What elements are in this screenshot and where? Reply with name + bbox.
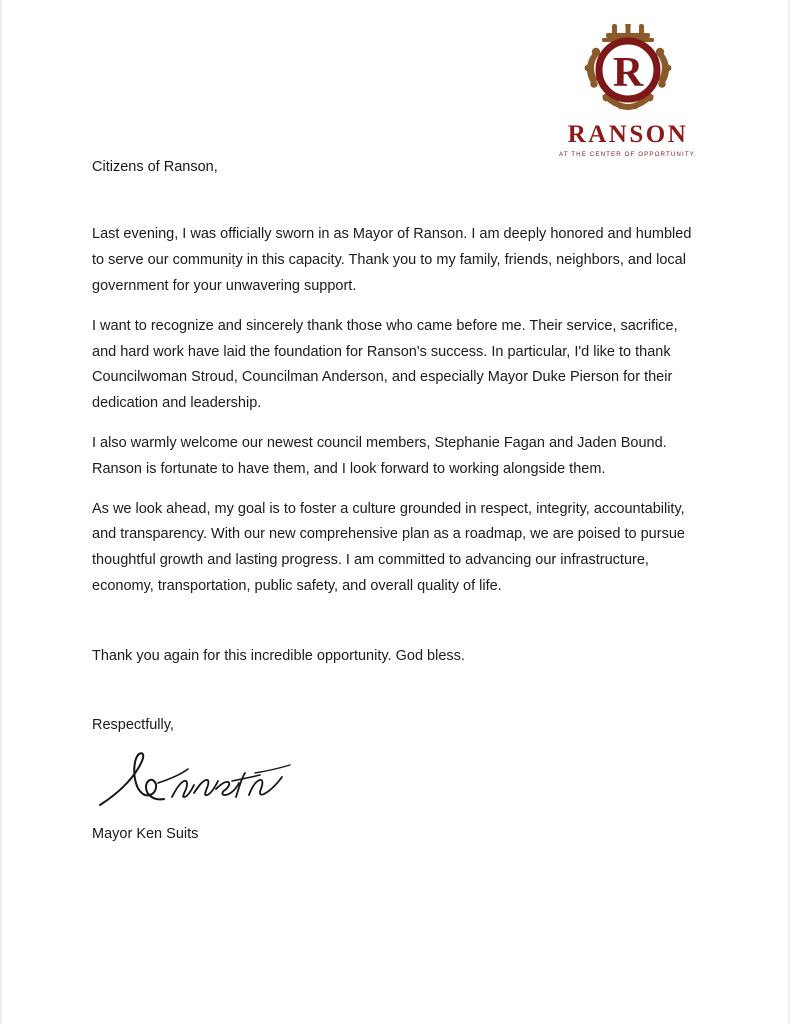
signature-image: [92, 743, 322, 817]
letter-paragraph-3: I also warmly welcome our newest council members, Stephanie Fagan and Jaden Bound. Ranson is fortunate to have them, and I look forward to working alongside them.: [92, 435, 667, 477]
letter-body: [92, 156, 700, 846]
letter-closing: Respectfully,: [92, 716, 174, 733]
logo-tagline: AT THE CENTER OF OPPORTUNITY.: [559, 151, 697, 158]
logo-wordmark: RANSON: [567, 121, 689, 148]
ranson-crest-icon: [572, 24, 684, 120]
signer-name: Mayor Ken Suits: [92, 825, 199, 842]
ranson-logo: [558, 24, 698, 158]
letter-paragraph-2: I want to recognize and sincerely thank those who came before me. Their service, sacrifice, and hard work have laid the foundation for Ranson's success. In particular, I'd like to thank Councilwoman Stroud, Councilman Anderson, and especially Mayor Duke Pierson for their dedication and leadership.: [92, 317, 678, 412]
letter-thanks: Thank you again for this incredible opportunity. God bless.: [92, 647, 465, 664]
letter-paragraph-1: Last evening, I was officially sworn in as Mayor of Ranson. I am deeply honored and humbled to serve our community in this capacity. Thank you to my family, friends, neighbors, and local government for your unwavering support.: [92, 226, 692, 295]
letter-salutation: Citizens of Ranson,: [92, 159, 218, 175]
svg-text:R: R: [612, 50, 644, 96]
letter-paragraph-4: As we look ahead, my goal is to foster a culture grounded in respect, integrity, accountability, and transparency. With our new comprehensive plan as a roadmap, we are poised to pursue thoughtful growth and lasting progress. I am committed to advancing our infrastructure, economy, transportation, public safety, and overall quality of life.: [92, 500, 685, 595]
